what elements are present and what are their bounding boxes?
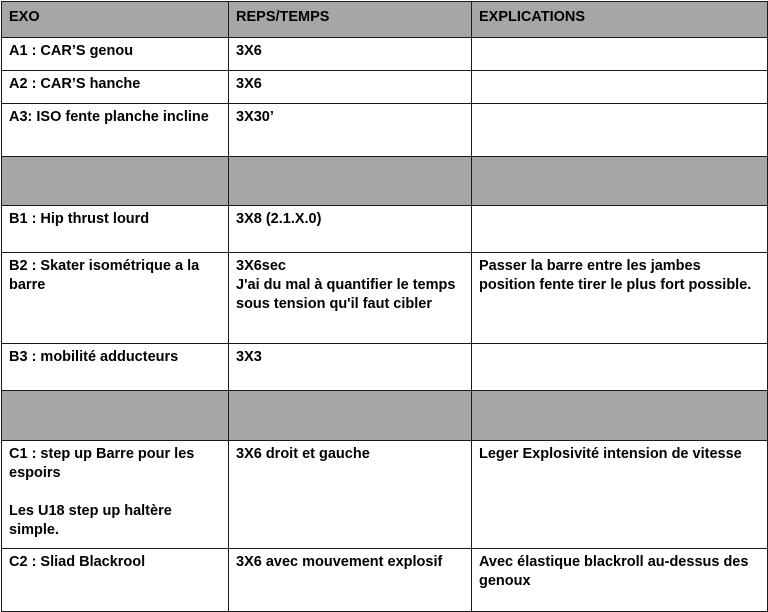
explication-cell: [472, 38, 768, 71]
explication-cell: Passer la barre entre les jambes position fente tirer le plus fort possible.: [472, 253, 768, 344]
table-row: [2, 441, 768, 549]
header-exo: EXO: [2, 2, 229, 38]
exo-cell: B2 : Skater isométrique a la barre: [2, 253, 229, 344]
exo-cell: C1 : step up Barre pour les espoirs Les U18 step up haltère simple.: [2, 441, 229, 549]
reps-cell: 3X8 (2.1.X.0): [229, 206, 472, 253]
exo-cell: A3: ISO fente planche incline: [2, 104, 229, 157]
table-row: [2, 253, 768, 344]
section-separator-row: [2, 157, 768, 206]
header-reps-temps: REPS/TEMPS: [229, 2, 472, 38]
table-header-row: [2, 2, 768, 38]
explication-cell: [472, 344, 768, 391]
explication-cell: Leger Explosivité intension de vitesse: [472, 441, 768, 549]
workout-table: [1, 1, 768, 612]
exo-cell: B3 : mobilité adducteurs: [2, 344, 229, 391]
reps-cell: 3X6 droit et gauche: [229, 441, 472, 549]
exo-cell: C2 : Sliad Blackrool: [2, 549, 229, 612]
table-row: [2, 71, 768, 104]
table-row: [2, 104, 768, 157]
reps-cell: 3X6: [229, 71, 472, 104]
table-row: [2, 344, 768, 391]
header-explications: EXPLICATIONS: [472, 2, 768, 38]
reps-cell: 3X3: [229, 344, 472, 391]
exo-cell: A1 : CAR’S genou: [2, 38, 229, 71]
table-row: [2, 38, 768, 71]
explication-cell: [472, 104, 768, 157]
reps-cell: 3X30’: [229, 104, 472, 157]
reps-cell: 3X6 avec mouvement explosif: [229, 549, 472, 612]
reps-cell: 3X6sec J'ai du mal à quantifier le temps sous tension qu'il faut cibler: [229, 253, 472, 344]
section-separator-row: [2, 391, 768, 441]
reps-cell: 3X6: [229, 38, 472, 71]
exo-cell: B1 : Hip thrust lourd: [2, 206, 229, 253]
table-row: [2, 206, 768, 253]
explication-cell: [472, 71, 768, 104]
exo-cell: A2 : CAR’S hanche: [2, 71, 229, 104]
explication-cell: [472, 206, 768, 253]
explication-cell: Avec élastique blackroll au-dessus des genoux: [472, 549, 768, 612]
table-row: [2, 549, 768, 612]
